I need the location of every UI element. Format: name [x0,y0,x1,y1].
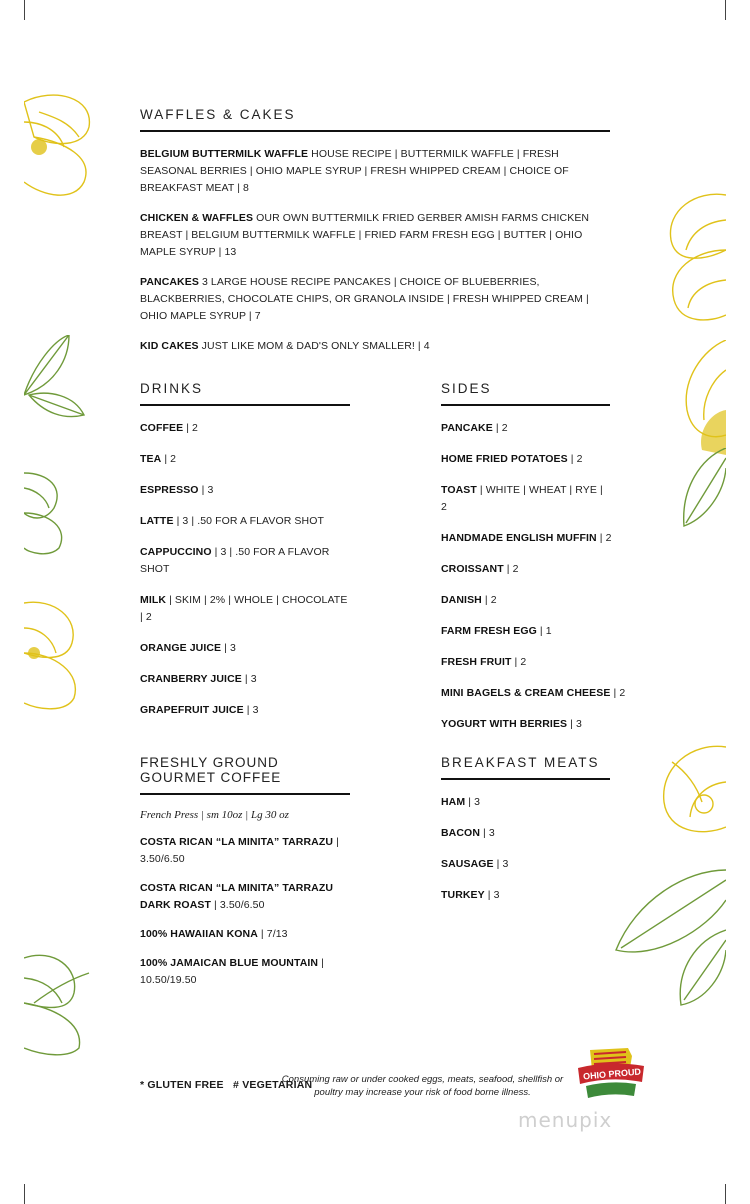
item-desc: | 3.50/6.50 [211,899,265,911]
menu-item [441,482,610,516]
menu-item [441,716,610,733]
menu-item [140,513,350,530]
item-desc: | 3 [465,796,481,808]
menu-item [140,955,350,989]
menu-item [140,146,610,197]
item-name: COFFEE [140,422,184,434]
coffee-section [140,755,350,1001]
item-name: MILK [140,594,167,606]
food-safety-disclaimer: Consuming raw or under cooked eggs, meats, seafood, shellfish or poultry may increase your risk of food borne illness. [281,1074,564,1098]
menu-item [140,834,350,868]
item-desc: | 3 [480,827,495,839]
menu-item [140,880,350,914]
item-name: KID CAKES [140,340,199,352]
item-desc: | WHITE | WHEAT | RYE | 2 [441,484,603,513]
menu-item [441,794,610,811]
menu-item [441,685,626,702]
item-name: ORANGE JUICE [140,642,222,654]
menu-item [441,856,610,873]
green-flower-icon [24,468,69,558]
coffee-title: FRESHLY GROUND GOURMET COFFEE [140,755,282,785]
menu-item [140,482,350,499]
menu-item [140,640,350,657]
ohio-proud-badge-text: OHIO PROUD [582,1066,642,1082]
menu-item [441,451,610,468]
waffles-title: WAFFLES & CAKES [140,107,296,122]
menu-item [140,544,350,578]
item-name: HOME FRIED POTATOES [441,453,568,465]
menu-item [441,530,610,547]
item-desc: 3 LARGE HOUSE RECIPE PANCAKES | CHOICE OF BLUEBERRIES, BLACKBERRIES, CHOCOLATE CHIPS, OR GRANOLA INSIDE | FRESH WHIPPED CREAM | OHIO MAPLE SYRUP | 7 [140,276,589,322]
item-name: HANDMADE ENGLISH MUFFIN [441,532,597,544]
meats-title: BREAKFAST MEATS [441,755,600,770]
item-name: BACON [441,827,480,839]
menu-item [441,592,610,609]
menu-item [140,274,610,325]
menu-item [140,702,350,719]
item-name: CAPPUCCINO [140,546,212,558]
item-desc: | 3 [241,673,257,685]
menu-item [140,210,610,261]
crop-mark [725,1184,726,1204]
item-desc: | 2 [481,594,497,606]
item-desc: | 3 [484,889,500,901]
item-name: HAM [441,796,466,808]
item-name: ESPRESSO [140,484,199,496]
menu-item [140,420,350,437]
item-name: 100% JAMAICAN BLUE MOUNTAIN [140,957,319,969]
item-name: FARM FRESH EGG [441,625,537,637]
item-name: PANCAKE [441,422,493,434]
item-desc: | 2 [596,532,612,544]
item-desc: OUR OWN BUTTERMILK FRIED GERBER AMISH FARMS CHICKEN BREAST | BELGIUM BUTTERMILK WAFFLE | FRIED FARM FRESH EGG | BUTTER | OHIO MAPLE SYRUP | 13 [140,212,590,258]
crop-mark [24,1184,25,1204]
menu-item [441,887,610,904]
green-leaf-icon [676,448,726,528]
sides-title: SIDES [441,381,492,396]
item-name: MINI BAGELS & CREAM CHEESE [441,687,611,699]
item-desc: | 2 [183,422,198,434]
item-name: 100% HAWAIIAN KONA [140,928,258,940]
item-desc: HOUSE RECIPE | BUTTERMILK WAFFLE | FRESH SEASONAL BERRIES | OHIO MAPLE SYRUP | FRESH WHIPPED CREAM | CHOICE OF BREAKFAST MEAT | 8 [140,148,569,194]
section-divider [140,130,610,132]
item-desc: | 2 [503,563,519,575]
menu-item [441,623,610,640]
crop-mark [24,0,25,20]
meats-section [441,755,610,918]
item-desc: | 3 [493,858,509,870]
sides-section [441,381,626,747]
item-name: BELGIUM BUTTERMILK WAFFLE [140,148,309,160]
dietary-legend: * GLUTEN FREE # VEGETARIAN [140,1079,313,1091]
menu-item [140,338,610,355]
item-desc: | SKIM | 2% | WHOLE | CHOCOLATE | 2 [140,594,348,623]
item-name: TOAST [441,484,477,496]
item-desc: | 3 | .50 FOR A FLAVOR SHOT [173,515,324,527]
item-name: TURKEY [441,889,485,901]
waffles-section [140,107,610,368]
item-desc: | 2 [610,687,626,699]
item-desc: | 1 [536,625,552,637]
item-desc: | 7/13 [257,928,288,940]
item-name: YOGURT WITH BERRIES [441,718,568,730]
item-name: FRESH FRUIT [441,656,512,668]
item-desc: | 2 [161,453,177,465]
yellow-flower-icon [24,92,104,202]
green-leaf-icon [606,850,726,1010]
item-desc: | 3 [567,718,582,730]
item-desc: | 3 | .50 FOR A FLAVOR SHOT [140,546,330,575]
menu-item [140,926,350,943]
green-leaf-icon [24,335,89,430]
menu-item [441,561,610,578]
section-divider [140,793,350,795]
section-divider [441,404,610,406]
item-desc: | 3 [198,484,214,496]
item-name: CRANBERRY JUICE [140,673,242,685]
yellow-flower-icon [656,190,726,330]
item-name: COSTA RICAN “LA MINITA” TARRAZU DARK ROAST [140,882,334,911]
yellow-flower-icon [24,598,84,713]
drinks-section [140,381,350,733]
item-name: GRAPEFRUIT JUICE [140,704,244,716]
item-desc: | 3 [221,642,236,654]
menu-item [140,592,350,626]
item-desc: | 10.50/19.50 [140,957,324,986]
item-desc: JUST LIKE MOM & DAD'S ONLY SMALLER! | 4 [198,340,430,352]
menu-item [441,654,610,671]
section-divider [140,404,350,406]
item-name: COSTA RICAN “LA MINITA” TARRAZU [140,836,334,848]
item-desc: | 2 [511,656,527,668]
menu-item [441,825,610,842]
item-name: LATTE [140,515,174,527]
menu-item [140,671,350,688]
item-desc: | 3.50/6.50 [140,836,339,865]
item-name: CROISSANT [441,563,504,575]
french-press-note: French Press | sm 10oz | Lg 30 oz [140,809,289,821]
menu-item [441,420,610,437]
yellow-flower-icon [672,340,726,460]
item-desc: | 2 [567,453,583,465]
crop-mark [725,0,726,20]
item-desc: | 3 [243,704,259,716]
item-name: DANISH [441,594,482,606]
green-flower-icon [24,948,94,1058]
item-name: SAUSAGE [441,858,494,870]
section-divider [441,778,610,780]
item-desc: | 2 [492,422,508,434]
menu-item [140,451,350,468]
drinks-title: DRINKS [140,381,204,396]
item-name: CHICKEN & WAFFLES [140,212,254,224]
item-name: TEA [140,453,162,465]
watermark: menupix [518,1108,613,1132]
item-name: PANCAKES [140,276,199,288]
